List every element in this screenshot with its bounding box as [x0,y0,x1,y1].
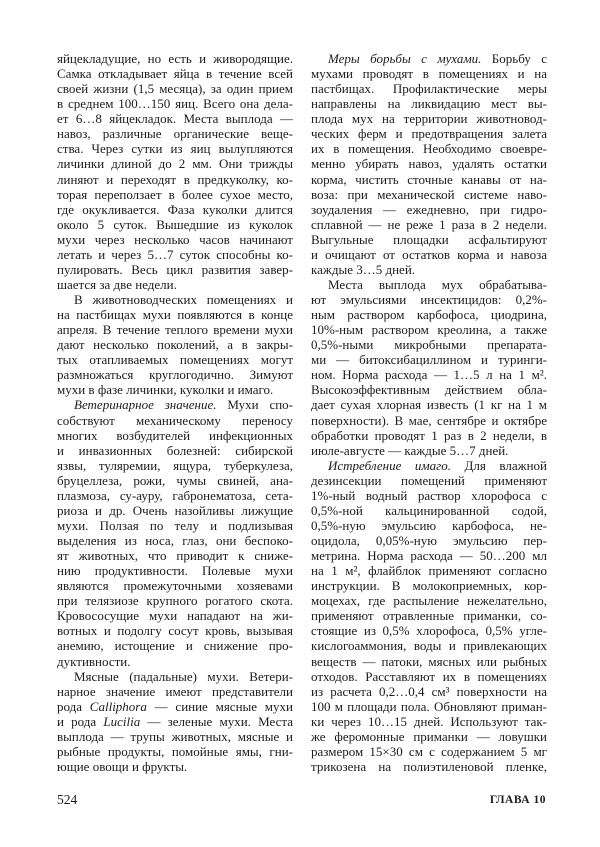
text-line: линяют и переходят в предкуколку, ко- [57,171,293,187]
italic-term: Меры борьбы с мухами. [328,51,482,66]
text-line: навоз, различные органические веще- [57,126,293,142]
text-line: летать и через 5…7 суток способны ко- [57,246,293,262]
text-line: сплавной — не реже 1 раза в 2 недели. [311,216,547,232]
text-line: обработки проводят 1 раз в 2 недели, в [311,427,547,443]
text-line: В животноводческих помещениях и [74,292,293,307]
text-line: дуктивности. [57,653,131,669]
text-line: направлены на ликвидацию мест вы- [311,96,547,112]
text-line: их в помещения. Необходимо своевре- [311,141,547,157]
paragraph [311,51,547,277]
text-line: в среднем 100…150 яиц. Всего она дела- [57,96,293,112]
left-column [57,51,293,774]
text-line: и очищают от остатков корма и навоза [311,246,547,262]
text-segment: — синие мясные мухи [146,698,293,714]
text-line: июле-августе — каждые 5…7 дней. [311,442,509,458]
paragraph [311,277,547,458]
text-line: при телязиозе крупного рогатого скота. [57,593,293,609]
page-number: 524 [57,792,78,807]
text-line: выделения из носа, глаз, они беспоко- [57,533,293,548]
text-line: около 5 суток. Вышедшие из куколок [57,216,293,232]
text-line: Мясные (падальные) мухи. Ветери- [74,668,293,684]
text-segment: Мухи спо- [216,397,293,413]
text-line: применяют отравленные приманки, со- [311,608,547,624]
text-line: мухи в фазе личинки, куколки и имаго. [57,382,274,398]
right-column [311,51,547,774]
paragraph [57,669,293,774]
text-line: апреля. В течение теплого времени мухи [57,322,293,338]
text-line: дают несколько поколений, а в закры- [57,337,293,353]
text-line: яйцекладущие, но есть и живородящие. [57,51,293,66]
text-line: пулировать. Весь цикл развития завер- [57,261,293,277]
text-line: 10%-ным раствором креолина, а также [311,322,547,338]
text-line: и инвазионных болезней: сибирской [57,442,293,458]
text-line: шается за две недели. [57,276,177,292]
text-line: личинки длиной до 2 мм. Они трижды [57,156,293,172]
text-line: Самка откладывает яйца в течение всей [57,66,293,82]
text-line: 0,5%-ную эмульсию карбофоса, не- [311,517,547,533]
text-segment: рода [57,698,90,714]
text-line: плазмоза, су-ауру, габронематоза, сета- [57,487,293,503]
text-line: кислогоаммония, воды и привлекающих [311,638,547,654]
text-line: мухи через несколько часов начинают [57,231,293,247]
text-line: Выгульные площадки асфальтируют [311,231,547,247]
text-line: ющие овощи и фрукты. [57,758,188,774]
text-line [57,397,293,412]
text-line: нарное значение имеют представители [57,683,293,699]
text-line: ми — битоксибациллином и туринги- [311,352,547,368]
text-segment: и рода [57,713,104,729]
text-line: собствуют механическому переносу [57,412,293,428]
text-segment: Борьбу с [481,51,547,66]
text-line: же феромонные приманки — ловушки [311,728,547,744]
text-line: размножаться круглогодично. Зимуют [57,367,293,383]
text-line: стоящие из 0,5% хлорофоса, 0,5% угле- [311,623,547,639]
text-line: пастбищах. Профилактические меры [311,81,547,97]
text-line: ки через 10…15 дней. Используют так- [311,713,547,729]
italic-term: Истребление имаго. [328,457,451,473]
text-line: ческих ферм и предотвращения залета [311,126,547,142]
text-line: торая переползает в более сухое место, [57,186,293,202]
text-line: 0,5%-ной кальцинированной содой, [311,502,547,518]
text-line: зоудаления — ежедневно, при гидро- [311,201,547,217]
text-segment: — зеленые мухи. Места [140,713,293,729]
italic-term: Calliphora [89,698,147,714]
chapter-label: ГЛАВА 10 [489,794,546,806]
text-line: ства. Через сутки из яиц вылупляются [57,141,293,157]
text-line: на пастбищах мухи появляются в конце [57,307,293,323]
text-line: тых отапливаемых помещениях могут [57,352,293,368]
text-line: мухами проводят в помещениях и на [311,66,547,82]
text-line [57,714,293,729]
text-line: ном. Норма расхода — 1…5 л на 1 м². [311,367,547,383]
text-line: вотных и подолгу сосут кровь, вызывая [57,623,293,639]
text-line [311,51,547,66]
text-line: мухи. Ползая по телу и подлизывая [57,517,293,533]
text-line: плода мух на территории животновод- [311,111,547,127]
text-line: поверхности). В мае, сентябре и октябре [311,412,547,428]
text-line: воза: при механической системе наво- [311,186,547,202]
text-line: корма, чистить сточные канавы от на- [311,171,547,187]
text-line: метрина. Норма расхода — 50…200 мл [311,548,547,564]
text-line: трикозена на полиэтиленовой пленке, [311,758,547,774]
text-line: анемию, истощение и снижение про- [57,638,293,654]
text-line: дает сухая хлорная известь (1 кг на 1 м [311,397,547,413]
text-line: менно убирать навоз, удалять остатки [311,156,547,172]
text-line: язвы, туляремии, ящура, туберкулеза, [57,457,293,473]
text-line: Кровососущие мухи нападают на жи- [57,608,293,624]
text-line: 0,5%-ными микробными препарата- [311,337,547,353]
text-line: 100 м площади пола. Обновляют приман- [311,698,547,714]
text-line: моцехах, где распыление нежелательно, [311,593,547,609]
text-line: ят животных, что приводит к сниже- [57,548,293,564]
text-line: нию продуктивности. Полевые мухи [57,563,293,579]
text-line: веществ — патоки, мясных или рыбных [311,653,547,669]
paragraph [57,397,293,668]
text-line: 1%-ный водный раствор хлорофоса с [311,487,547,503]
text-line [57,699,293,714]
text-segment: Для влажной [450,457,547,473]
text-line: размером 15×30 см с содержанием 5 мг [311,743,547,759]
paragraph [311,458,547,774]
text-line: Места выплода мух обрабатыва- [328,276,547,292]
text-line: ют эмульсиями инсектицидов: 0,2%- [311,292,547,307]
text-line: риоза и др. Очень назойливы лижущие [57,502,293,518]
text-line: инструкции. В молокоприемных, кор- [311,578,547,594]
text-line: многих возбудителей инфекционных [57,427,293,443]
paragraph [57,292,293,397]
text-line: рыбные продукты, помойные ямы, гни- [57,743,293,759]
italic-term: Lucilia [103,713,141,729]
text-line: оцидола, 0,05%-ную эмульсию пер- [311,533,547,548]
text-line: являются промежуточными хозяевами [57,578,293,594]
text-line: Высокоэффективным действием обла- [311,382,547,398]
text-line: своей жизни (1,5 месяца), за один прием [57,81,293,97]
paragraph [57,51,293,292]
text-line: бруцеллеза, рожи, чумы свиней, ана- [57,472,293,488]
text-line: на 1 м², флайблок применяют согласно [311,563,547,579]
text-line: выплода — трупы животных, мясные и [57,728,293,744]
text-line: ным раствором карбофоса, циодрина, [311,307,547,323]
text-line [311,458,547,473]
text-line: из расчета 0,2…0,4 см³ поверхности на [311,683,547,699]
text-line: дезинсекции помещений применяют [311,472,547,488]
text-line: отходов. Расставляют их в помещениях [311,668,547,684]
text-line: ет 6…8 яйцекладок. Места выплода — [57,111,293,127]
text-line: каждые 3…5 дней. [311,261,416,277]
italic-term: Ветеринарное значение. [74,397,217,413]
text-line: где окукливается. Фаза куколки длится [57,201,293,217]
